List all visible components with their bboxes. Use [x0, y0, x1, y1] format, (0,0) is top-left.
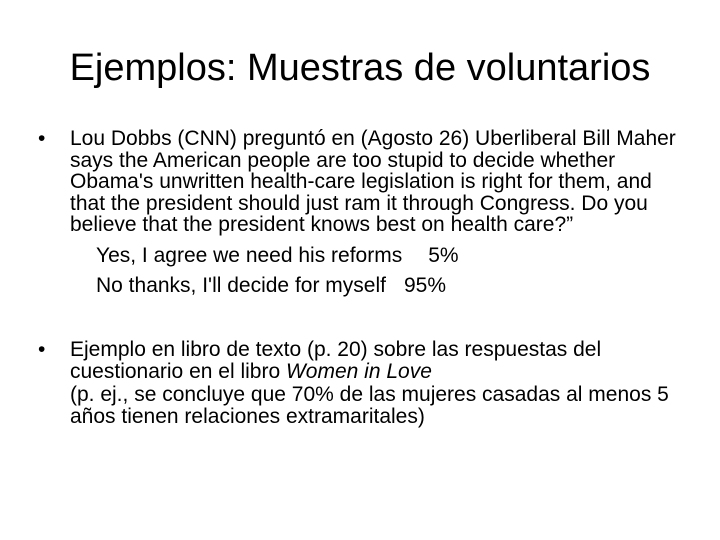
- poll-option-percent: 5%: [428, 243, 459, 267]
- bullet-text: Lou Dobbs (CNN) preguntó en (Agosto 26) Uberliberal Bill Maher says the American people are too stupid to decide whether Obama's unwritten health-care legislation is right for them, and that the president should just ram it through Congress. Do you believe that the president knows best on health care?”: [70, 127, 676, 236]
- bullet-continuation: (p. ej., se concluye que 70% de las mujeres casadas al menos 5 años tienen relaciones extramaritales): [70, 383, 669, 428]
- bullet-text: Ejemplo en libro de texto (p. 20) sobre las respuestas del cuestionario en el libro: [70, 338, 602, 383]
- bullet-marker: •: [38, 338, 46, 361]
- bullet-lou-dobbs: [38, 128, 688, 297]
- bullet-textbook-example: [38, 339, 688, 427]
- poll-option-row: [96, 245, 688, 267]
- poll-option-row: [96, 275, 688, 297]
- bullet-body: [70, 128, 688, 297]
- poll-option-label: Yes, I agree we need his reforms: [96, 243, 403, 267]
- bullet-body: [70, 339, 688, 427]
- poll-option-label: No thanks, I'll decide for myself: [96, 274, 386, 297]
- book-title: Women in Love: [285, 359, 432, 383]
- poll-option-percent: 95%: [403, 274, 446, 297]
- bullet-marker: •: [38, 127, 46, 150]
- slide-title: Ejemplos: Muestras de voluntarios: [69, 47, 651, 89]
